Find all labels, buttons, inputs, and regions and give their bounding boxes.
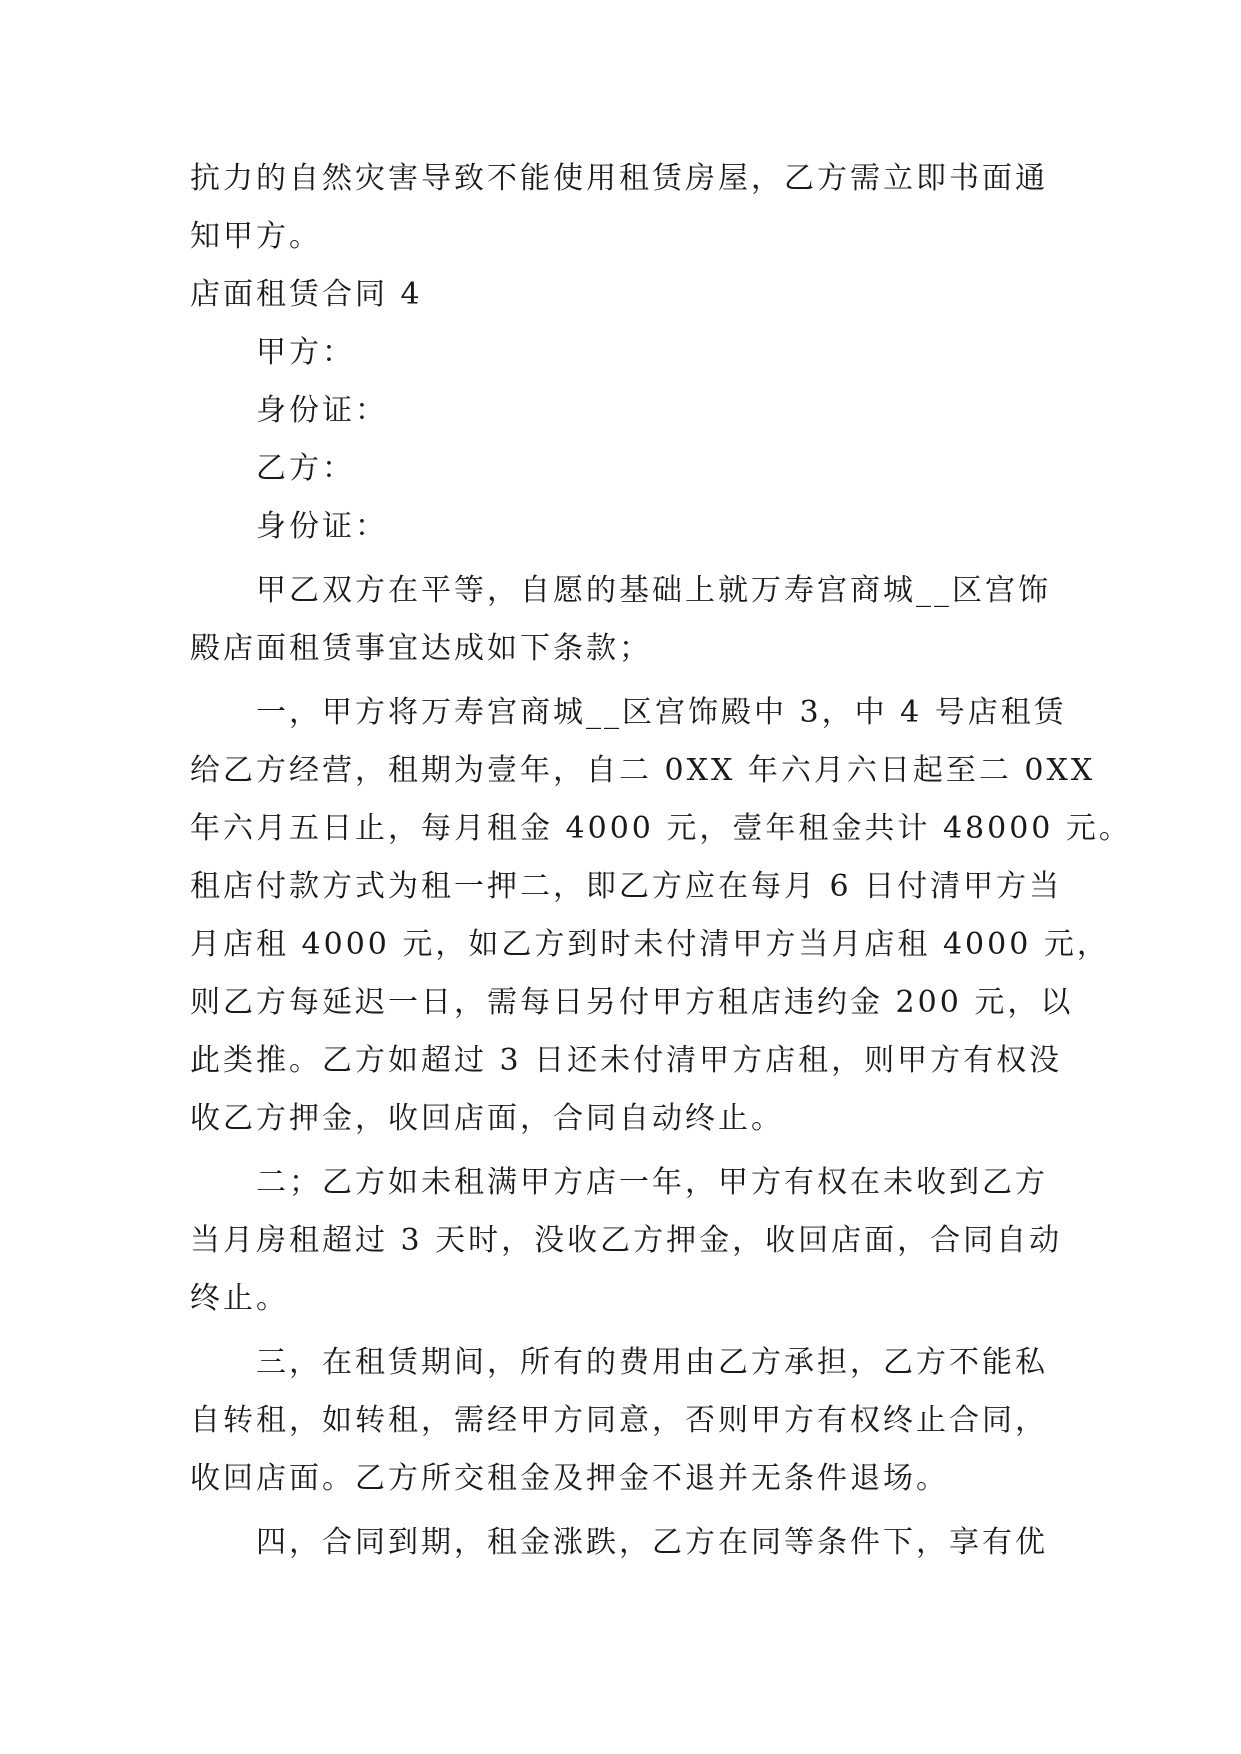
party-a-label: 甲方： [256, 335, 355, 370]
text-line: 给乙方经营，租期为壹年，自二 0XX 年六月六日起至二 0XX [190, 753, 1096, 788]
text-line: 四，合同到期，租金涨跌，乙方在同等条件下，享有优 [256, 1525, 1048, 1560]
party-b-label: 乙方： [256, 451, 355, 486]
party-b-id-label: 身份证： [256, 509, 388, 544]
text-line: 此类推。乙方如超过 3 日还未付清甲方店租，则甲方有权没 [190, 1043, 1063, 1078]
document-body [190, 150, 1132, 1572]
text-line: 知甲方。 [190, 219, 322, 254]
text-line: 一，甲方将万寿宫商城__区宫饰殿中 3，中 4 号店租赁 [256, 695, 1067, 730]
text-line: 殿店面租赁事宜达成如下条款； [190, 631, 652, 666]
text-line: 二；乙方如未租满甲方店一年，甲方有权在未收到乙方 [256, 1165, 1048, 1200]
party-a-id-label: 身份证： [256, 393, 388, 428]
text-line: 抗力的自然灾害导致不能使用租赁房屋，乙方需立即书面通 [190, 161, 1048, 196]
section-title: 店面租赁合同 4 [190, 277, 423, 312]
text-line: 则乙方每延迟一日，需每日另付甲方租店违约金 200 元，以 [190, 985, 1074, 1020]
text-line: 收乙方押金，收回店面，合同自动终止。 [190, 1101, 784, 1136]
text-line: 甲乙双方在平等，自愿的基础上就万寿宫商城__区宫饰 [256, 573, 1051, 608]
text-line: 月店租 4000 元，如乙方到时未付清甲方当月店租 4000 元， [190, 927, 1110, 962]
text-line: 年六月五日止，每月租金 4000 元，壹年租金共计 48000 元。 [190, 811, 1132, 846]
text-line: 租店付款方式为租一押二，即乙方应在每月 6 日付清甲方当 [190, 869, 1063, 904]
text-line: 自转租，如转租，需经甲方同意，否则甲方有权终止合同， [190, 1403, 1048, 1438]
text-line: 终止。 [190, 1281, 289, 1316]
text-line: 收回店面。乙方所交租金及押金不退并无条件退场。 [190, 1461, 949, 1496]
text-line: 三，在租赁期间，所有的费用由乙方承担，乙方不能私 [256, 1345, 1048, 1380]
text-line: 当月房租超过 3 天时，没收乙方押金，收回店面，合同自动 [190, 1223, 1063, 1258]
